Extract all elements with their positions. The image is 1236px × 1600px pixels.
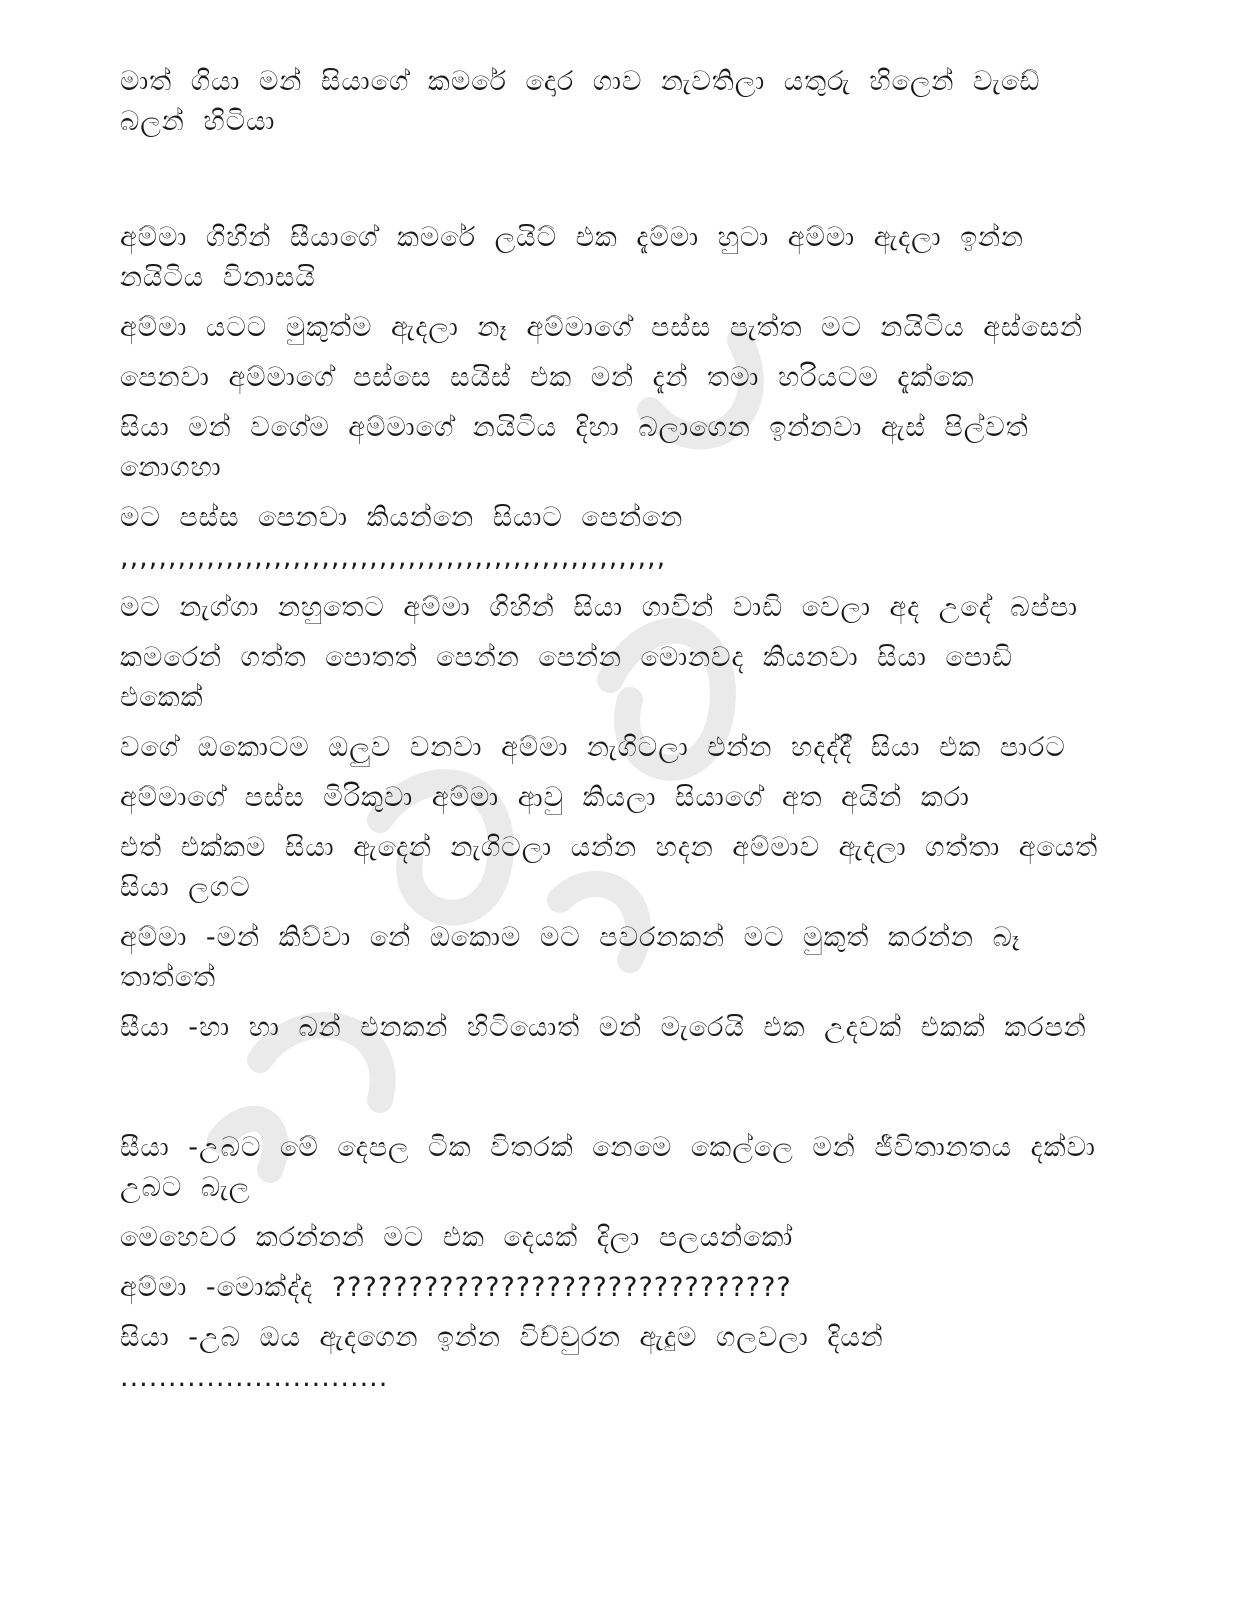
paragraph: එත් එක්කම සියා ඇදෙන් නැගිටලා යන්න හදන අම්මාව ඇදලා ගත්තා අයෙත් සියා ලගට bbox=[120, 832, 1099, 903]
spacer bbox=[120, 1058, 1110, 1128]
paragraph: මට පස්ස පෙනවා කියන්නෙ සියාට පෙන්නෙ ,,,,,,,,,,,,,,,,,,,,,,,,,,,,,,,,,,,,,,,,,,,,,,,,,,,,,,,,, bbox=[120, 502, 684, 573]
paragraph: අම්මාගේ පස්ස මිරිකුවා අම්මා ආවු කියලා සියාගේ අත අයින් කරා bbox=[120, 782, 970, 813]
paragraph: මාත් ගියා මන් සියාගේ කමරේ දොර ගාව නැවතිලා යතුරු හිලෙන් වැඩේ බලන් හිටියා bbox=[120, 66, 1041, 137]
paragraph: මට නැග්ගා නහුතෙට අම්මා ගිහින් සියා ගාවින් වාඩි වෙලා අද උදේ බප්පා bbox=[120, 592, 1079, 623]
document-body bbox=[120, 62, 1110, 1408]
spacer bbox=[120, 142, 1110, 218]
paragraph: සියා මන් වගේම අම්මාගේ නයිටිය දිහා බලාගෙන ඉන්නවා ඇස් පිල්වත් නොගහා bbox=[120, 412, 1029, 483]
paragraph: සීයා -උබට මේ දෙපල ටික විතරක් නෙමෙ කෙල්ලෙ මන් ජීවිතානතය දක්වා උබට බැල bbox=[120, 1132, 1096, 1203]
paragraph: මෙහෙවර කරන්නන් මට එක දෙයක් දිලා පලයන්කෝ bbox=[120, 1222, 794, 1253]
paragraph: කමරෙන් ගත්ත පොතත් පෙන්න පෙන්න මොනවද කියනවා සියා පොඩි එකෙක් bbox=[120, 642, 1014, 713]
paragraph: පෙනවා අම්මාගේ පස්සෙ සයිස් එක මන් දැන් තමා හරියටම දැක්කෙ bbox=[120, 362, 975, 393]
paragraph: අම්මා -මොක්ද්ද ?????????????????????????????? bbox=[120, 1272, 792, 1303]
paragraph: වගේ ඔකොටම ඔලුව වනවා අම්මා නැගිටලා එන්න හදද්දී සියා එක පාරට bbox=[120, 732, 1066, 763]
paragraph: අම්මා යටට මුකුත්ම ඇදලා නෑ අම්මාගේ පස්ස පැත්ත මට නයිටිය අස්සෙන් bbox=[120, 312, 1083, 343]
paragraph: අම්මා -මන් කිව්වා නේ ඔකොම මට පවරනකන් මට මුකුත් කරන්න බෑ තාත්තේ bbox=[120, 922, 1021, 993]
paragraph: අම්මා ගිහින් සීයාගේ කමරේ ලයිට් එක දැම්මා හුටා අම්මා ඇදලා ඉන්න නයිටිය විනාසයි bbox=[120, 222, 1024, 293]
paragraph: සියා -උබ ඔය ඇදගෙන ඉන්න විච්චුරන ඇදුම ගලවලා දියන් ............................ bbox=[120, 1322, 884, 1393]
paragraph: සීයා -හා හා බන් එනකන් හිටියොත් මන් මැරෙයි එක උදවක් එකක් කරපන් bbox=[120, 1012, 1087, 1043]
